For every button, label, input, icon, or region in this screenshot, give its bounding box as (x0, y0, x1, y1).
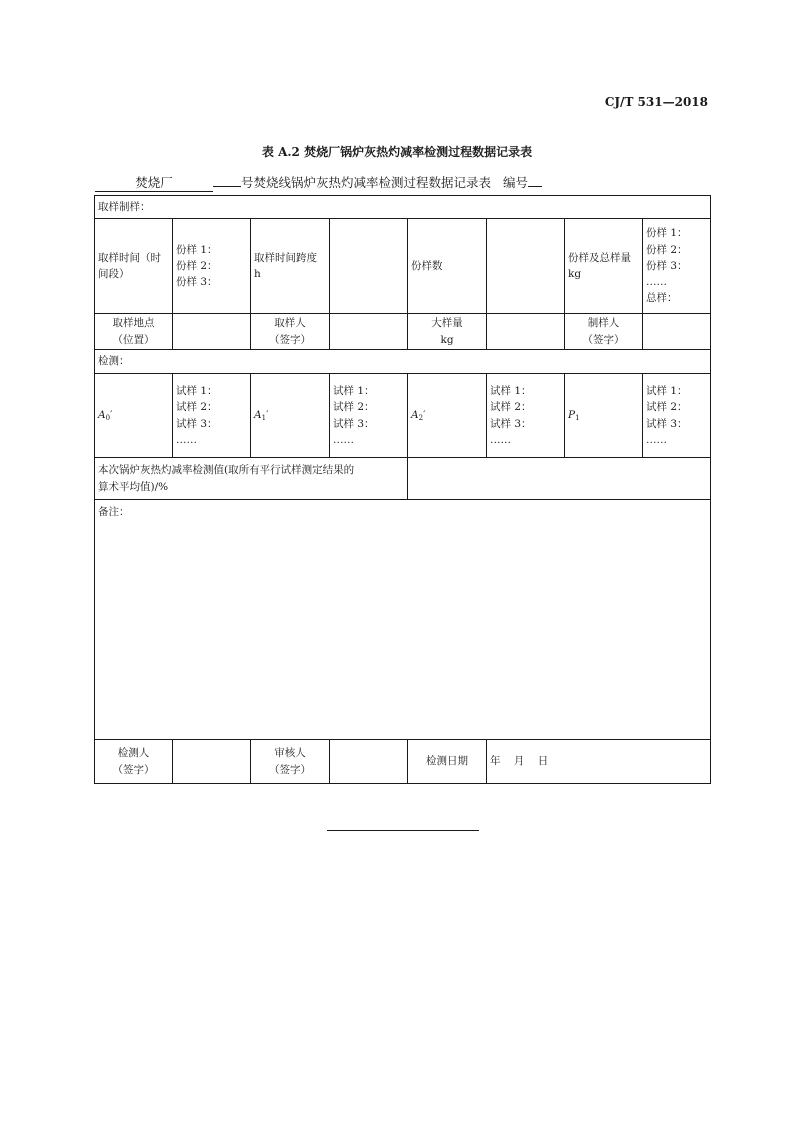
location-sub: （位置） (112, 333, 155, 346)
symbol-a1 (251, 374, 330, 458)
preparer-text: 制样人 (587, 317, 620, 330)
portion-3: 份样 3： (176, 276, 218, 289)
tester-label (95, 740, 173, 784)
portion-1: 份样 1： (176, 243, 218, 256)
tester-text: 检测人 (117, 747, 150, 760)
sampler-signature[interactable] (330, 314, 408, 350)
total-portion-3: 份样 3： (646, 259, 688, 272)
symbol-a2-base: A (411, 409, 419, 422)
tester-signature[interactable] (173, 740, 251, 784)
sampling-span-value[interactable] (330, 219, 408, 314)
trial-2: 试样 2： (333, 401, 375, 414)
sampling-span-text: 取样时间跨度 (254, 251, 317, 264)
preparer-sub: （签字） (582, 333, 625, 346)
symbol-a2 (408, 374, 487, 458)
symbol-p1 (565, 374, 643, 458)
sampler-sub: （签字） (269, 333, 311, 346)
reviewer-label (251, 740, 330, 784)
result-row (95, 458, 711, 500)
trials-a2[interactable] (487, 374, 565, 458)
sampling-time-label: 取样时间（时间段） (95, 219, 173, 314)
trials-a1[interactable] (330, 374, 408, 458)
portion-count-label: 份样数 (408, 219, 487, 314)
portion-count-value[interactable] (487, 219, 565, 314)
record-table (94, 195, 711, 784)
sampling-span-unit: h (254, 268, 261, 280)
portion-2: 份样 2： (176, 259, 218, 272)
trial-1: 试样 1： (646, 384, 688, 397)
trial-2: 试样 2： (176, 401, 218, 414)
result-value[interactable] (408, 458, 711, 500)
symbol-a2-prime: ′ (423, 409, 426, 422)
sampling-time-row (95, 219, 711, 314)
trial-1: 试样 1： (176, 384, 218, 397)
testing-values-row (95, 374, 711, 458)
trial-more: …… (646, 433, 667, 446)
standard-number: CJ/T 531—2018 (604, 95, 708, 109)
tester-sub: （签字） (112, 763, 155, 776)
remarks-label: 备注： (98, 506, 130, 518)
preparer-label (565, 314, 643, 350)
total-portion-more: …… (646, 276, 667, 289)
sampling-header-row (95, 196, 711, 219)
sampler-text: 取样人 (274, 317, 306, 330)
sampling-location-value[interactable] (173, 314, 251, 350)
test-date-label: 检测日期 (408, 740, 487, 784)
trial-1: 试样 1： (333, 384, 375, 397)
total-amount-list[interactable] (643, 219, 711, 314)
serial-field[interactable] (528, 186, 542, 187)
trial-more: …… (333, 433, 354, 446)
trial-3: 试样 3： (646, 417, 688, 430)
bulk-amount-label (408, 314, 487, 350)
trials-p1[interactable] (643, 374, 711, 458)
testing-label: 检测： (95, 350, 711, 374)
result-label-line1: 本次锅炉灰热灼减率检测值(取所有平行试样测定结果的 (98, 464, 355, 477)
symbol-p1-sub: 1 (575, 414, 580, 423)
reviewer-signature[interactable] (330, 740, 408, 784)
sampling-portions-cell[interactable] (173, 219, 251, 314)
table-title: 表 A.2 焚烧厂锅炉灰热灼减率检测过程数据记录表 (261, 145, 533, 159)
trial-2: 试样 2： (646, 401, 688, 414)
preparer-signature[interactable] (643, 314, 711, 350)
bulk-unit: kg (440, 333, 454, 346)
end-divider (327, 830, 479, 831)
remarks-row (95, 500, 711, 740)
symbol-a0-prime: ′ (110, 409, 113, 422)
trial-1: 试样 1： (490, 384, 532, 397)
reviewer-text: 审核人 (274, 747, 306, 760)
location-text: 取样地点 (112, 317, 155, 330)
remarks-area[interactable] (95, 500, 711, 740)
result-label-line2: 算术平均值)/% (98, 480, 169, 493)
total-amount-label (565, 219, 643, 314)
trial-3: 试样 3： (176, 417, 218, 430)
symbol-a0-base: A (98, 409, 106, 422)
test-date-value[interactable]: 年 月 日 (487, 740, 711, 784)
line-number-field[interactable] (213, 186, 241, 187)
trials-a0[interactable] (173, 374, 251, 458)
symbol-a0-sub: 0 (105, 414, 111, 423)
sampling-location-label (95, 314, 173, 350)
total-portion-1: 份样 1： (646, 227, 688, 240)
total-amount-unit: kg (568, 268, 582, 280)
result-label (95, 458, 408, 500)
symbol-a1-prime: ′ (266, 409, 269, 422)
bulk-amount-value[interactable] (487, 314, 565, 350)
trial-3: 试样 3： (333, 417, 375, 430)
symbol-a1-sub: 1 (261, 414, 267, 423)
sampling-span-label (251, 219, 330, 314)
sampling-location-row (95, 314, 711, 350)
sampler-label (251, 314, 330, 350)
symbol-a0 (95, 374, 173, 458)
plant-name-field[interactable]: 焚烧厂 (95, 173, 213, 192)
trial-more: …… (176, 433, 197, 446)
symbol-a2-sub: 2 (418, 414, 424, 423)
trial-2: 试样 2： (490, 401, 532, 414)
total-amount-text: 份样及总样量 (568, 251, 631, 264)
total-sample: 总样： (646, 292, 678, 305)
testing-header-row (95, 350, 711, 374)
bulk-text: 大样量 (431, 317, 463, 330)
symbol-p1-base: P (568, 409, 576, 422)
symbol-a1-base: A (254, 409, 262, 422)
trial-more: …… (490, 433, 511, 446)
form-title (95, 173, 542, 192)
reviewer-sub: （签字） (269, 763, 311, 776)
signoff-row (95, 740, 711, 784)
sampling-unit-label: 取样制样： (95, 196, 711, 219)
trial-3: 试样 3： (490, 417, 532, 430)
total-portion-2: 份样 2： (646, 243, 688, 256)
form-title-text: 号焚烧线锅炉灰热灼减率检测过程数据记录表 (241, 175, 492, 190)
serial-label: 编号 (502, 175, 528, 190)
